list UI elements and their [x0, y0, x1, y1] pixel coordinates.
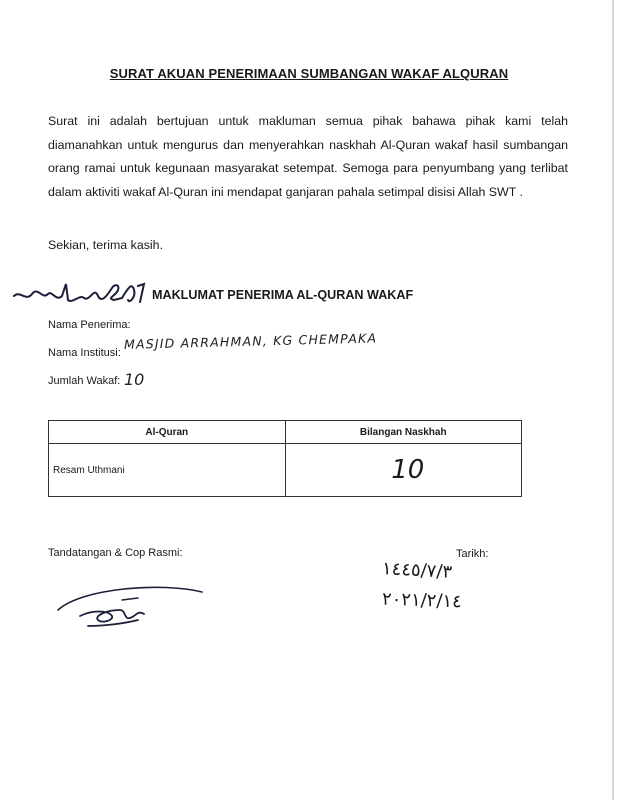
handwritten-arabic-signature: [10, 276, 150, 312]
header-al-quran: Al-Quran: [49, 421, 286, 444]
nama-penerima-field: [48, 319, 131, 331]
page-edge-shadow: [612, 0, 614, 800]
table-row: [49, 444, 522, 497]
date-label: Tarikh:: [456, 548, 489, 560]
header-bilangan-naskhah: Bilangan Naskhah: [285, 421, 522, 444]
jumlah-wakaf-value: 10: [124, 370, 145, 389]
nama-penerima-label: Nama Penerima:: [48, 319, 131, 331]
jumlah-wakaf-field: [48, 375, 120, 387]
wakaf-table: [48, 420, 522, 497]
handwritten-gregorian-date: ٢٠٢١/٢/١٤: [381, 588, 463, 613]
nama-institusi-field: [48, 347, 121, 359]
table-header-row: [49, 421, 522, 444]
section-heading: MAKLUMAT PENERIMA AL-QURAN WAKAF: [152, 288, 414, 302]
closing-line: Sekian, terima kasih.: [48, 238, 164, 252]
signature-label: Tandatangan & Cop Rasmi:: [48, 547, 183, 559]
table-cell-item: Resam Uthmani: [49, 444, 286, 497]
handwritten-official-signature: [52, 580, 212, 640]
nama-institusi-label: Nama Institusi:: [48, 347, 121, 359]
table-cell-count: [285, 444, 522, 497]
handwritten-hijri-date: ١٤٤٥/٧/٣: [381, 558, 453, 583]
document-title: SURAT AKUAN PENERIMAAN SUMBANGAN WAKAF ALQURAN: [109, 66, 509, 81]
handwritten-count: 10: [391, 455, 425, 485]
body-paragraph: Surat ini adalah bertujuan untuk makluman semua pihak bahawa pihak kami telah diamanahkan untuk mengurus dan menyerahkan naskhah Al-Quran wakaf hasil sumbangan orang ramai untuk kegunaan masyarakat setempat. Semoga para penyumbang yang terlibat dalam aktiviti wakaf Al-Quran ini mendapat ganjaran pahala setimpal disisi Allah SWT .: [48, 114, 568, 199]
jumlah-wakaf-label: Jumlah Wakaf:: [48, 375, 121, 387]
nama-institusi-value: MASJID ARRAHMAN, KG CHEMPAKA: [123, 330, 378, 352]
